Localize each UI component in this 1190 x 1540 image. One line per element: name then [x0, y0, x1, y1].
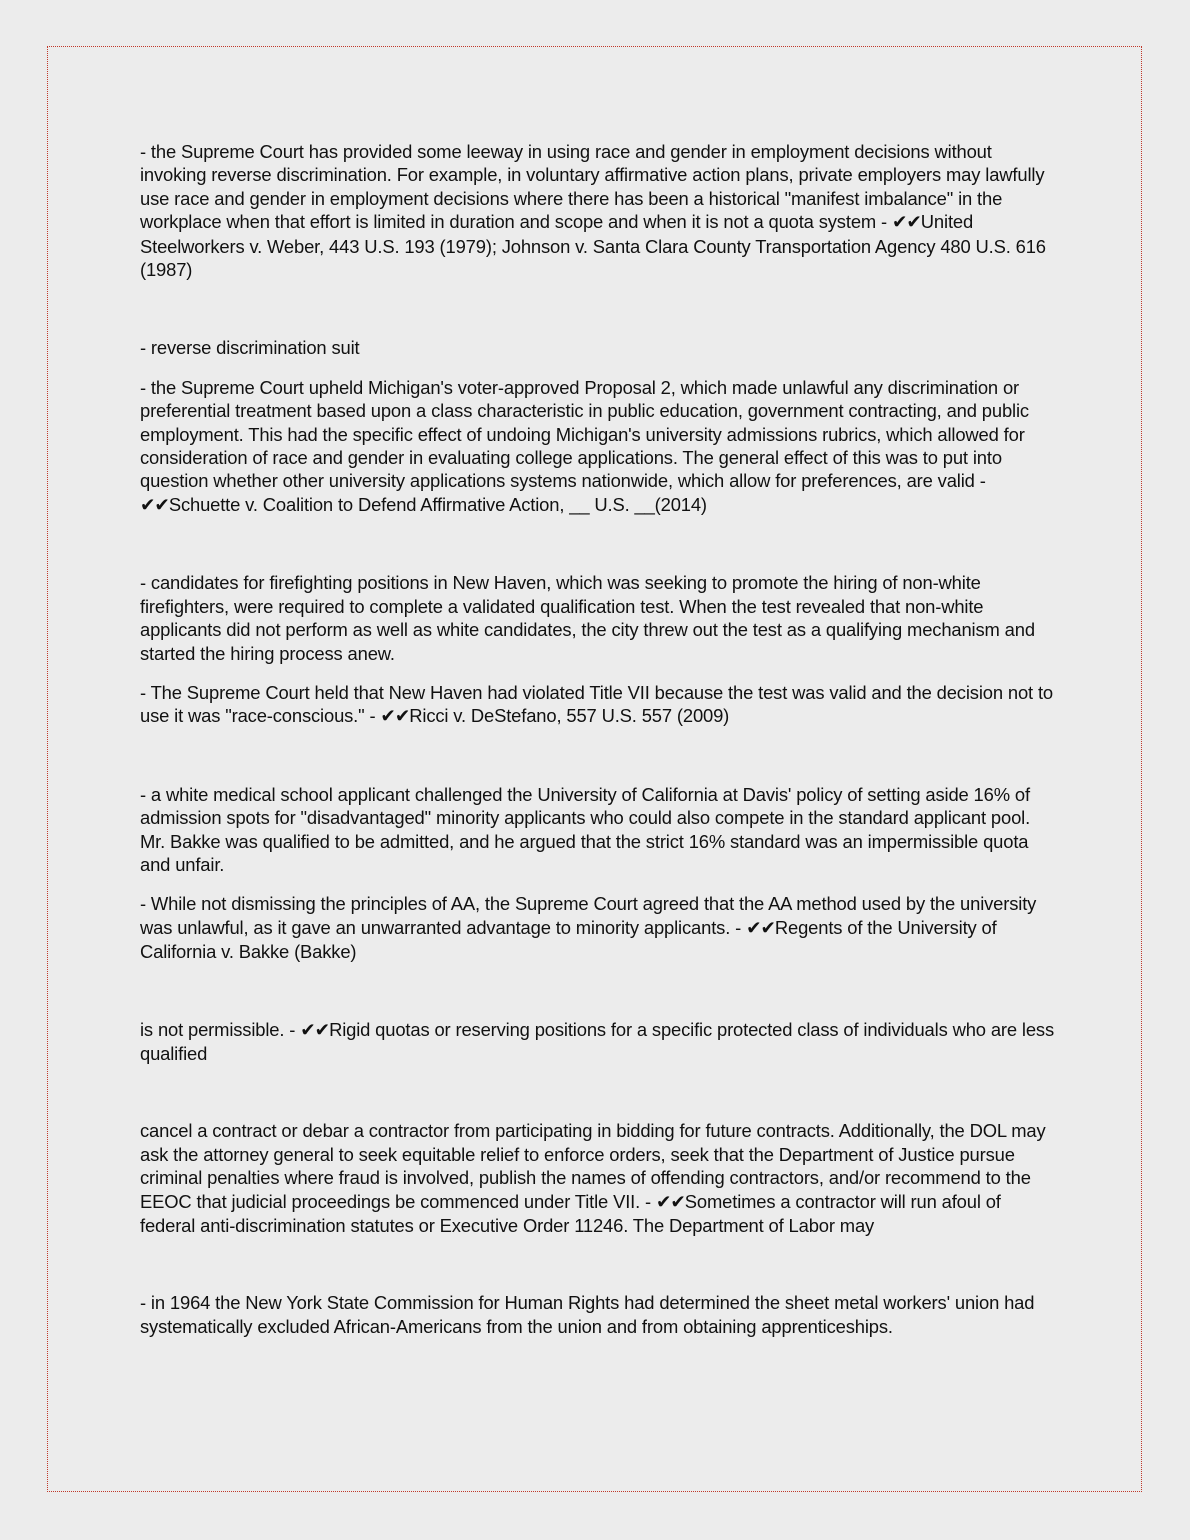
- paragraph-text: - The Supreme Court held that New Haven had violated Title VII because the test was valid and the decision not to use it was "race-conscious." -: [140, 681, 1053, 727]
- paragraph-bakke-holding: [140, 892, 1055, 963]
- paragraph-weber: [140, 140, 1055, 281]
- paragraph-dol-remedies: [140, 1119, 1055, 1237]
- paragraph-text: - in 1964 the New York State Commission for Human Rights had determined the sheet metal workers' union had systematically excluded African-Americans from the union and from obtaining apprenticeships.: [140, 1292, 1035, 1337]
- double-check-icon: ✔✔: [300, 1019, 330, 1041]
- case-citation: United Steelworkers v. Weber, 443 U.S. 193 (1979); Johnson v. Santa Clara County Transportation Agency 480 U.S. 616 (1987): [140, 211, 1046, 281]
- answer-text: Rigid quotas or reserving positions for a specific protected class of individuals who are less qualified: [140, 1018, 1055, 1064]
- paragraph-text: - a white medical school applicant challenged the University of California at Davis' policy of setting aside 16% of admission spots for "disadvantaged" minority applicants who could also compete in the standard applicant pool. Mr. Bakke was qualified to be admitted, and he argued that the strict 16% standard was an impermissible quota and unfair.: [140, 783, 1031, 875]
- document-body: [140, 140, 1055, 1338]
- double-check-icon: ✔✔: [140, 494, 169, 516]
- paragraph-rigid-quotas: [140, 1018, 1055, 1066]
- paragraph-schuette: [140, 376, 1055, 517]
- paragraph-text: cancel a contract or debar a contractor from participating in bidding for future contracts. Additionally, the DOL may ask the attorney general to seek equitable relief to enforce orders, seek that the Department of Justice pursue criminal penalties where fraud is involved, publish the names of offending contractors, and/or recommend to the EEOC that judicial proceedings be commenced under Title VII. -: [140, 1120, 1046, 1212]
- case-citation: Regents of the University of California v. Bakke (Bakke): [140, 916, 997, 963]
- double-check-icon: ✔✔: [380, 706, 410, 728]
- paragraph-text: - the Supreme Court upheld Michigan's voter-approved Proposal 2, which made unlawful any discrimination or preferential treatment based upon a class characteristic in public education, government contracting, and public employment. This had the specific effect of undoing Michigan's university admissions rubrics, which allowed for consideration of race and gender in evaluating college applications. The general effect of this was to put into question whether other university applications systems nationwide, which allow for preferences, are valid -: [140, 376, 1029, 492]
- double-check-icon: ✔✔: [655, 1191, 685, 1213]
- case-citation: Schuette v. Coalition to Defend Affirmative Action, __ U.S. __(2014): [168, 493, 707, 515]
- answer-text: Sometimes a contractor will run afoul of federal anti-discrimination statutes or Executive Order 11246. The Department of Labor may: [140, 1190, 1001, 1236]
- double-check-icon: ✔✔: [746, 917, 775, 939]
- paragraph-text: is not permissible. -: [140, 1018, 301, 1040]
- case-citation: Ricci v. DeStefano, 557 U.S. 557 (2009): [409, 705, 730, 727]
- paragraph-text: - reverse discrimination suit: [140, 337, 360, 359]
- paragraph-sheet-metal-workers: [140, 1291, 1055, 1338]
- paragraph-text: - While not dismissing the principles of AA, the Supreme Court agreed that the AA method used by the university was unlawful, as it gave an unwarranted advantage to minority applicants. -: [140, 893, 1037, 938]
- paragraph-reverse-discrimination: [140, 336, 1055, 359]
- paragraph-text: - the Supreme Court has provided some leeway in using race and gender in employment decisions without invoking reverse discrimination. For example, in voluntary affirmative action plans, private employers may lawfully use race and gender in employment decisions where there has been a historical "manifest imbalance" in the workplace when that effort is limited in duration and scope and when it is not a quota system -: [140, 141, 1045, 233]
- paragraph-bakke-facts: [140, 783, 1055, 877]
- paragraph-text: - candidates for firefighting positions in New Haven, which was seeking to promote the hiring of non-white firefighters, were required to complete a validated qualification test. When the test revealed that non-white applicants did not perform as well as white candidates, the city threw out the test as a qualifying mechanism and started the hiring process anew.: [140, 572, 1035, 664]
- paragraph-new-haven-test: [140, 571, 1055, 665]
- paragraph-ricci: [140, 681, 1055, 729]
- double-check-icon: ✔✔: [891, 212, 921, 234]
